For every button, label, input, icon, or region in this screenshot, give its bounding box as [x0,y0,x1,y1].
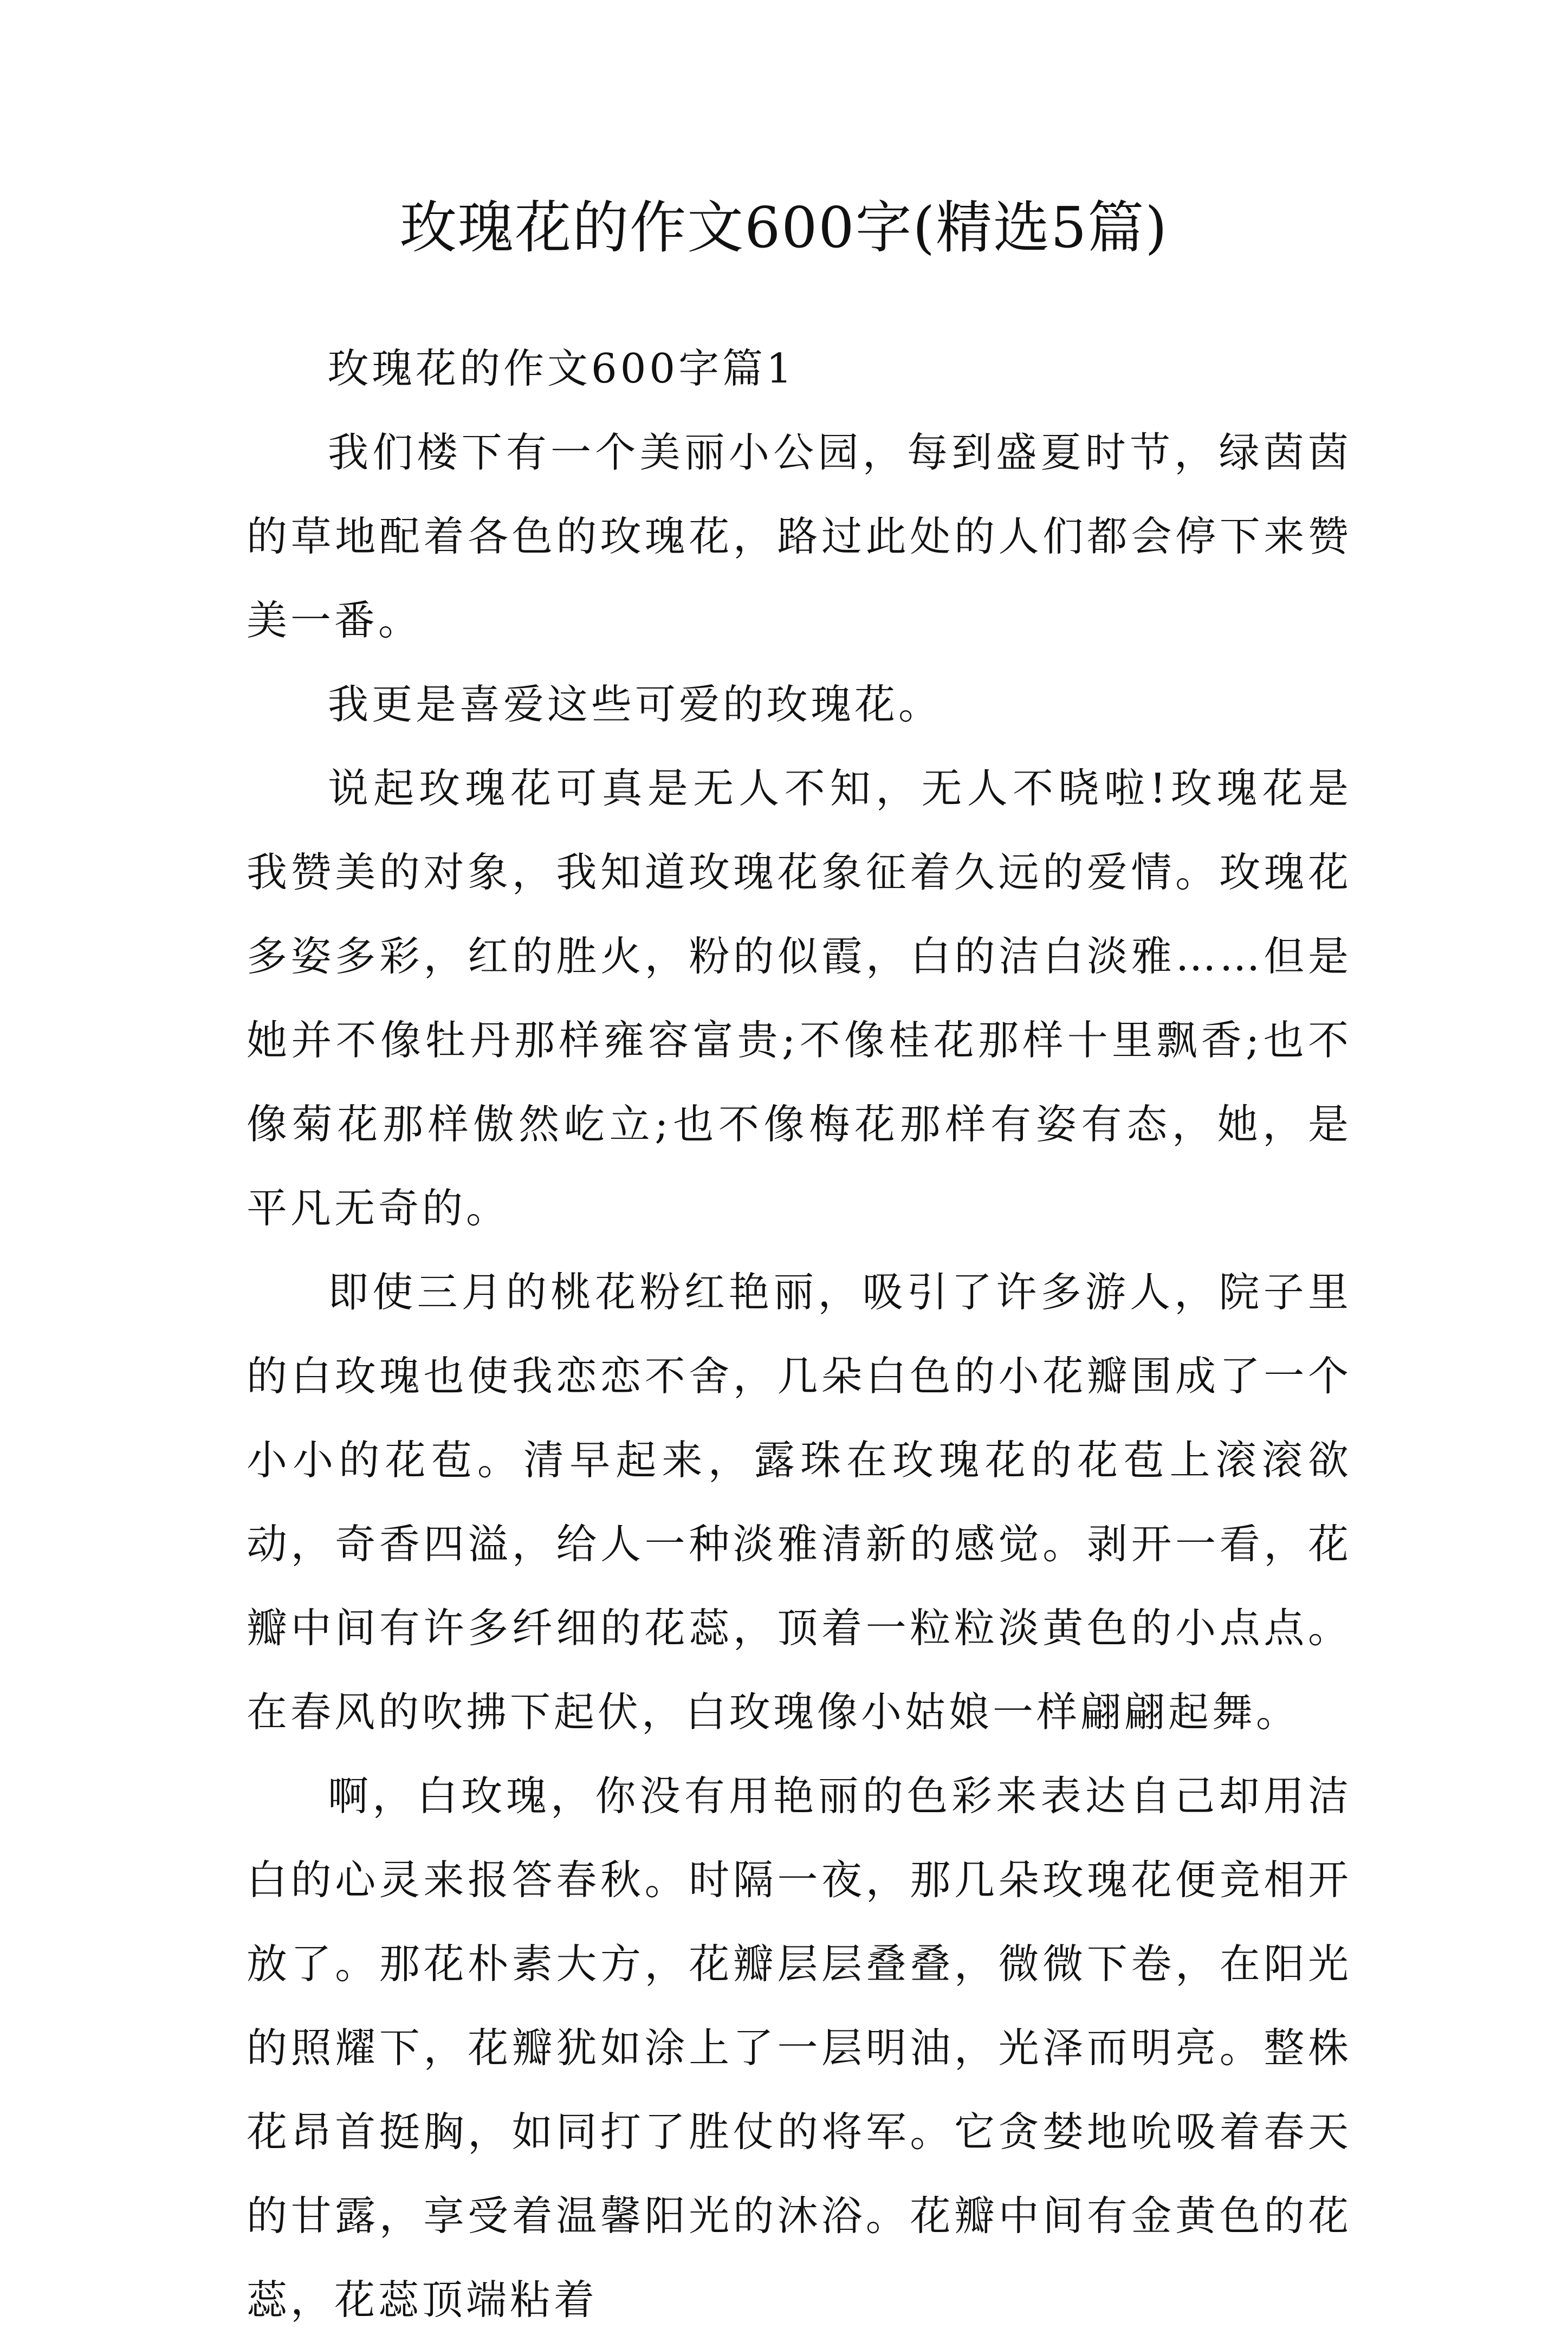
section-heading: 玫瑰花的作文600字篇1 [328,345,795,392]
document-body [247,327,1352,2342]
paragraph: 说起玫瑰花可真是无人不知，无人不晓啦!玫瑰花是我赞美的对象，我知道玫瑰花象征着久远的爱情。玫瑰花多姿多彩，红的胜火，粉的似霞，白的洁白淡雅……但是她并不像牡丹那样雍容富贵;不像桂花那样十里飘香;也不像菊花那样傲然屹立;也不像梅花那样有姿有态，她，是平凡无奇的。 [247,764,1352,1232]
paragraph: 啊，白玫瑰，你没有用艳丽的色彩来表达自己却用洁白的心灵来报答春秋。时隔一夜，那几朵玫瑰花便竞相开放了。那花朴素大方，花瓣层层叠叠，微微下卷，在阳光的照耀下，花瓣犹如涂上了一层明油，光泽而明亮。整株花昂首挺胸，如同打了胜仗的将军。它贪婪地吮吸着春天的甘露，享受着温馨阳光的沐浴。花瓣中间有金黄色的花蕊，花蕊顶端粘着 [247,1772,1352,2324]
paragraph: 即使三月的桃花粉红艳丽，吸引了许多游人，院子里的白玫瑰也使我恋恋不舍，几朵白色的小花瓣围成了一个小小的花苞。清早起来，露珠在玫瑰花的花苞上滚滚欲动，奇香四溢，给人一种淡雅清新的感觉。剥开一看，花瓣中间有许多纤细的花蕊，顶着一粒粒淡黄色的小点点。在春风的吹拂下起伏，白玫瑰像小姑娘一样翩翩起舞。 [247,1268,1352,1736]
document-title: 玫瑰花的作文600字(精选5篇) [400,194,1168,261]
paragraph: 我们楼下有一个美丽小公园，每到盛夏时节，绿茵茵的草地配着各色的玫瑰花，路过此处的人们都会停下来赞美一番。 [247,429,1352,644]
paragraph: 我更是喜爱这些可爱的玫瑰花。 [328,680,943,728]
